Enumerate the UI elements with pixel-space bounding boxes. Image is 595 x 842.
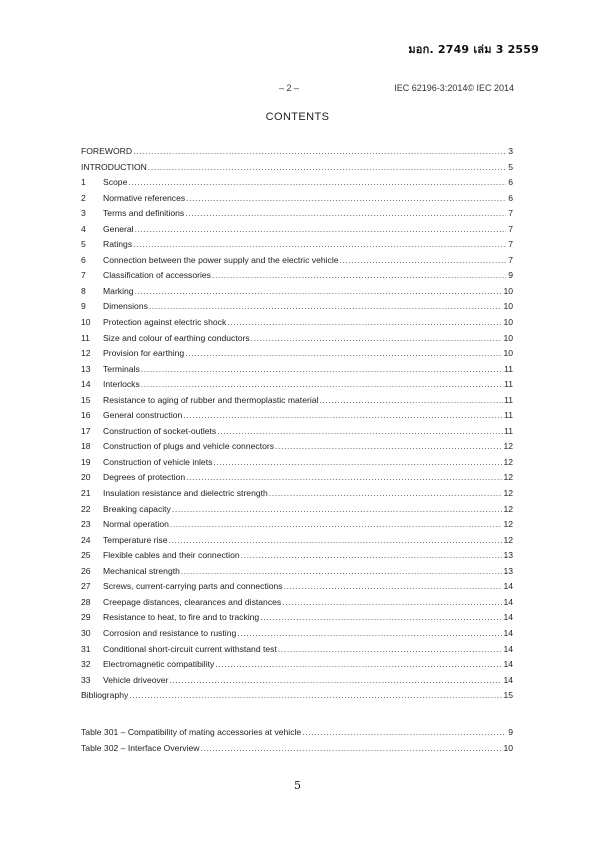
dot-leader [141, 364, 503, 374]
toc-entry-number: 25 [81, 550, 91, 561]
toc-entry-number: 12 [81, 348, 91, 359]
toc-entry[interactable] [81, 146, 513, 162]
toc-entry-number: 1 [81, 177, 86, 188]
toc-entry-page: 12 [503, 472, 513, 483]
toc-entry-label: Breaking capacity [103, 503, 171, 514]
dot-leader [170, 519, 503, 529]
toc-entry-label: Provision for earthing [103, 348, 185, 359]
toc-entry[interactable] [81, 535, 513, 551]
toc-entry-label: Normative references [103, 192, 186, 203]
toc-entry-label: Construction of vehicle inlets [103, 456, 213, 467]
toc-entry-label: Dimensions [103, 301, 148, 312]
toc-entry-page: 14 [503, 596, 513, 607]
toc-entry[interactable] [81, 441, 513, 457]
toc-entry-page: 10 [503, 742, 513, 753]
toc-entry-page: 7 [508, 208, 513, 219]
toc-entry-number: 23 [81, 519, 91, 530]
toc-entry-label: INTRODUCTION [81, 161, 147, 172]
toc-entry-page: 15 [503, 690, 513, 701]
toc-entry-page: 7 [508, 239, 513, 250]
table-list-entry[interactable] [81, 743, 513, 759]
toc-entry-number: 9 [81, 301, 86, 312]
dot-leader [128, 177, 506, 187]
toc-entry-page: 12 [503, 519, 513, 530]
toc-entry[interactable] [81, 597, 513, 613]
toc-entry-page: 9 [508, 727, 513, 737]
toc-entry[interactable] [81, 566, 513, 582]
dot-leader [183, 410, 503, 420]
toc-entry-label: Mechanical strength [103, 565, 180, 576]
toc-entry-page: 10 [503, 317, 513, 328]
toc-entry-number: 32 [81, 659, 91, 670]
toc-entry-page: 13 [503, 550, 513, 561]
dot-leader [172, 504, 503, 514]
toc-entry[interactable] [81, 659, 513, 675]
toc-entry[interactable] [81, 239, 513, 255]
toc-entry-label: Flexible cables and their connection [103, 550, 240, 561]
toc-entry-number: 6 [81, 254, 86, 265]
toc-entry-page: 10 [503, 332, 513, 343]
toc-entry-label: Vehicle driveover [103, 674, 169, 685]
dot-leader [200, 743, 502, 753]
toc-entry-number: 20 [81, 472, 91, 483]
toc-entry[interactable] [81, 208, 513, 224]
toc-entry-page: 14 [503, 612, 513, 623]
toc-entry-page: 10 [503, 301, 513, 312]
toc-entry[interactable] [81, 644, 513, 660]
toc-entry-label: Resistance to aging of rubber and thermoplastic material [103, 394, 319, 405]
toc-entry-number: 30 [81, 627, 91, 638]
dot-leader [302, 727, 506, 737]
dot-leader [181, 566, 503, 576]
dot-leader [241, 550, 503, 560]
toc-entry[interactable] [81, 177, 513, 193]
toc-entry-label: Terminals [103, 363, 140, 374]
toc-entry-number: 11 [81, 332, 90, 343]
toc-entry-number: 22 [81, 503, 91, 514]
dot-leader [217, 426, 503, 436]
header-page-number: – 2 – [279, 83, 300, 93]
toc-entry-label: General construction [103, 410, 183, 421]
dot-leader [282, 597, 502, 607]
toc-entry-label: Electromagnetic compatibility [103, 659, 215, 670]
toc-entry-page: 11 [504, 394, 513, 405]
toc-entry-label: Degrees of protection [103, 472, 186, 483]
toc-entry-page: 13 [503, 565, 513, 576]
toc-entry-number: 26 [81, 565, 91, 576]
toc-entry-number: 18 [81, 441, 91, 452]
toc-entry-label: FOREWORD [81, 146, 133, 156]
dot-leader [135, 224, 506, 234]
dot-leader [227, 317, 502, 327]
toc-entry-page: 14 [503, 659, 513, 670]
toc-entry-label: Conditional short-circuit current withstand test [103, 643, 277, 654]
header-document-reference: IEC 62196-3:2014© IEC 2014 [394, 83, 514, 93]
page-title: CONTENTS [265, 111, 330, 123]
toc-entry-label: Construction of plugs and vehicle connectors [103, 441, 275, 452]
toc-entry-number: 29 [81, 612, 91, 623]
toc-entry-number: 33 [81, 674, 91, 685]
dot-leader [212, 270, 506, 280]
toc-entry[interactable] [81, 675, 513, 691]
toc-entry-number: 13 [81, 363, 91, 374]
toc-entry-page: 14 [503, 643, 513, 654]
toc-entry[interactable] [81, 270, 513, 286]
toc-entry-page: 11 [504, 379, 513, 390]
toc-entry[interactable] [81, 457, 513, 473]
dot-leader [278, 644, 503, 654]
toc-entry-page: 6 [508, 177, 513, 188]
toc-entry[interactable] [81, 472, 513, 488]
dot-leader [186, 193, 506, 203]
toc-entry-label: Insulation resistance and dielectric strength [103, 488, 268, 499]
toc-entry-label: Table 302 – Interface Overview [81, 742, 200, 753]
toc-entry[interactable] [81, 581, 513, 597]
toc-entry-number: 5 [81, 239, 86, 250]
toc-entry[interactable] [81, 690, 513, 706]
toc-entry-number: 3 [81, 208, 86, 219]
toc-entry[interactable] [81, 488, 513, 504]
toc-entry-number: 21 [81, 488, 91, 499]
toc-entry-page: 11 [504, 410, 513, 421]
toc-entry[interactable] [81, 348, 513, 364]
toc-entry[interactable] [81, 379, 513, 395]
dot-leader [185, 208, 506, 218]
toc-entry[interactable] [81, 550, 513, 566]
toc-entry-number: 8 [81, 285, 86, 296]
toc-entry-label: Temperature rise [103, 534, 168, 545]
toc-entry-page: 12 [503, 441, 513, 452]
toc-entry-page: 7 [508, 223, 513, 234]
dot-leader [213, 457, 502, 467]
toc-entry[interactable] [81, 301, 513, 317]
footer-page-number: 5 [294, 779, 301, 792]
dot-leader [275, 441, 502, 451]
toc-entry-page: 10 [503, 285, 513, 296]
table-of-contents [81, 146, 513, 706]
toc-entry-page: 12 [503, 534, 513, 545]
toc-entry-page: 10 [503, 348, 513, 359]
toc-entry-page: 14 [503, 581, 513, 592]
toc-entry-page: 7 [508, 254, 513, 265]
toc-entry-label: Scope [103, 177, 128, 188]
toc-entry-number: 2 [81, 192, 86, 203]
dot-leader [133, 239, 506, 249]
table-list-entry[interactable] [81, 727, 513, 743]
toc-entry-number: 31 [81, 643, 91, 654]
dot-leader [319, 395, 503, 405]
toc-entry-page: 14 [503, 627, 513, 638]
toc-entry-number: 15 [81, 394, 91, 405]
toc-entry-number: 4 [81, 223, 86, 234]
dot-leader [269, 488, 503, 498]
toc-entry-number: 17 [81, 425, 91, 436]
toc-entry-number: 14 [81, 379, 91, 390]
dot-leader [141, 379, 503, 389]
toc-entry-page: 12 [503, 488, 513, 499]
dot-leader [185, 348, 502, 358]
toc-entry-label: Interlocks [103, 379, 140, 390]
toc-entry-page: 6 [508, 192, 513, 203]
dot-leader [129, 690, 502, 700]
page-header [0, 83, 595, 97]
toc-entry-page: 12 [503, 503, 513, 514]
toc-entry[interactable] [81, 224, 513, 240]
toc-entry-page: 5 [508, 161, 513, 172]
dot-leader [340, 255, 506, 265]
toc-entry[interactable] [81, 519, 513, 535]
dot-leader [148, 162, 506, 172]
toc-entry-number: 19 [81, 456, 91, 467]
toc-entry[interactable] [81, 333, 513, 349]
toc-entry-page: 11 [504, 425, 513, 436]
toc-entry-page: 11 [504, 363, 513, 374]
dot-leader [186, 472, 502, 482]
dot-leader [260, 612, 502, 622]
toc-entry-number: 10 [81, 317, 91, 328]
toc-entry[interactable] [81, 395, 513, 411]
toc-entry-number: 24 [81, 534, 91, 545]
toc-entry-label: Connection between the power supply and the electric vehicle [103, 254, 339, 265]
toc-entry[interactable] [81, 286, 513, 302]
toc-entry-label: Creepage distances, clearances and distances [103, 596, 282, 607]
toc-entry[interactable] [81, 255, 513, 271]
list-of-tables [81, 727, 513, 758]
toc-entry-number: 16 [81, 410, 91, 421]
toc-entry-label: Table 301 – Compatibility of mating accessories at vehicle [81, 727, 302, 737]
toc-entry-page: 12 [503, 456, 513, 467]
toc-entry[interactable] [81, 426, 513, 442]
toc-entry[interactable] [81, 410, 513, 426]
toc-entry[interactable] [81, 504, 513, 520]
dot-leader [251, 333, 503, 343]
toc-entry-label: Bibliography [81, 690, 129, 701]
toc-entry-label: Classification of accessories [103, 270, 211, 281]
toc-entry-label: Protection against electric shock [103, 317, 227, 328]
toc-entry-number: 7 [81, 270, 86, 281]
toc-entry-label: Ratings [103, 239, 133, 250]
toc-entry-label: Construction of socket-outlets [103, 425, 217, 436]
dot-leader [133, 146, 506, 156]
dot-leader [168, 535, 502, 545]
dot-leader [169, 675, 502, 685]
toc-entry[interactable] [81, 364, 513, 380]
toc-entry-label: General [103, 223, 134, 234]
dot-leader [284, 581, 503, 591]
toc-entry-label: Screws, current-carrying parts and connections [103, 581, 283, 592]
toc-entry[interactable] [81, 193, 513, 209]
toc-entry-label: Corrosion and resistance to rusting [103, 627, 237, 638]
toc-entry-page: 14 [503, 674, 513, 685]
dot-leader [135, 286, 503, 296]
dot-leader [149, 301, 503, 311]
dot-leader [215, 659, 502, 669]
toc-entry-label: Marking [103, 285, 134, 296]
toc-entry[interactable] [81, 317, 513, 333]
toc-entry-number: 28 [81, 596, 91, 607]
toc-entry[interactable] [81, 628, 513, 644]
toc-entry-label: Terms and definitions [103, 208, 185, 219]
toc-entry[interactable] [81, 612, 513, 628]
toc-entry-page: 3 [508, 146, 513, 156]
toc-entry[interactable] [81, 162, 513, 178]
toc-entry-label: Size and colour of earthing conductors [103, 332, 250, 343]
toc-entry-number: 27 [81, 581, 91, 592]
toc-entry-page: 9 [508, 270, 513, 281]
toc-entry-label: Normal operation [103, 519, 169, 530]
standard-number-stamp: มอก. 2749 เล่ม 3 2559 [408, 43, 539, 56]
dot-leader [237, 628, 502, 638]
toc-entry-label: Resistance to heat, to fire and to tracking [103, 612, 260, 623]
